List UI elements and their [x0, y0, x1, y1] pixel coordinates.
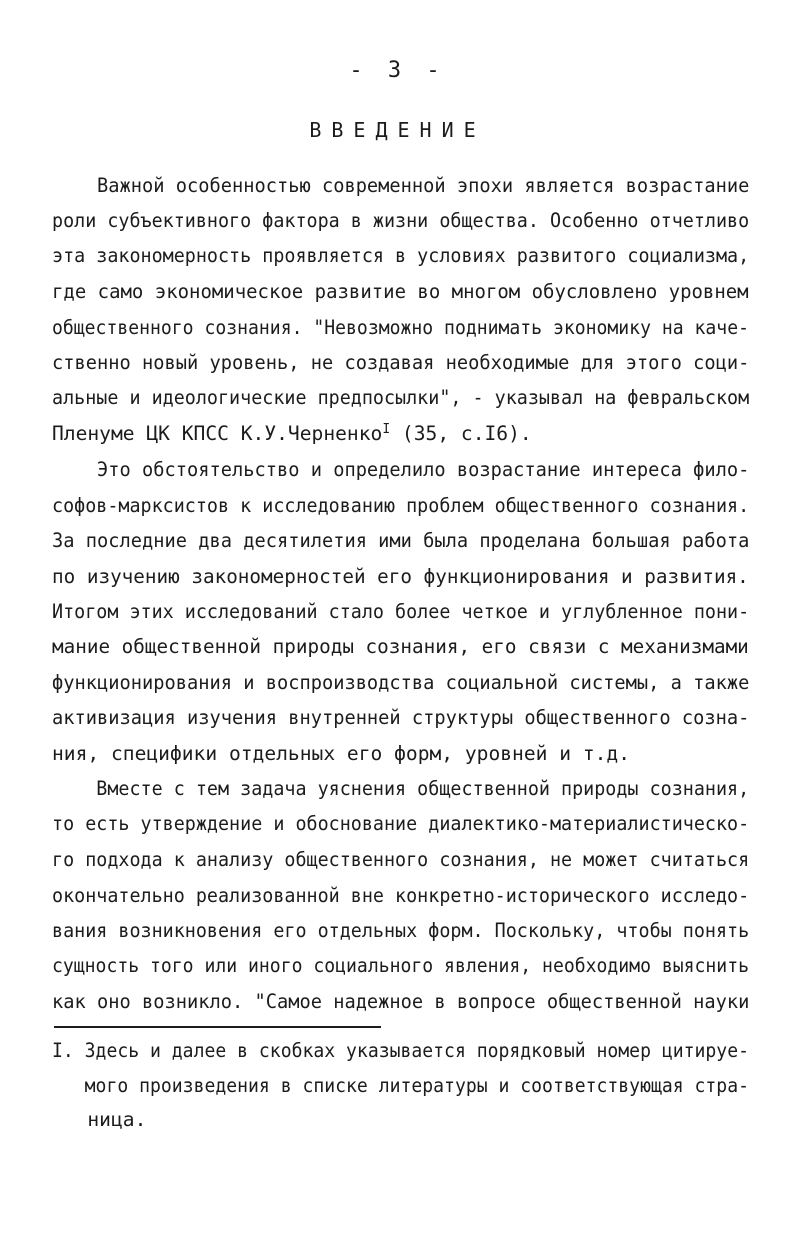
paragraph-1-line-2: роли субъективного фактора в жизни общества. Особенно отчетливо [52, 209, 750, 232]
paragraph-1-line-6: ственно новый уровень, не создавая необходимые для этого соци- [52, 351, 750, 374]
paragraph-3-line-1: Вместе с тем задача уяснения общественной природы сознания, [52, 777, 750, 800]
paragraph-2-line-8: активизация изучения внутренней структуры общественного созна- [52, 706, 750, 729]
footnote-line-1: I. Здесь и далее в скобках указывается порядковый номер цитируе- [52, 1039, 749, 1062]
footnote-divider [54, 1026, 381, 1028]
paragraph-2-line-9: ния, специфики отдельных его форм, уровней и т.д. [52, 742, 631, 765]
paragraph-3-line-2: то есть утверждение и обоснование диалектико-материалистическо- [52, 812, 750, 835]
paragraph-1-line-5: общественного сознания. "Невозможно поднимать экономику на каче- [52, 316, 749, 339]
citation-text: Пленуме ЦК КПСС К.У.Черненко [52, 422, 383, 445]
paragraph-2-line-2: софов-марксистов к исследованию проблем общественного сознания. [52, 494, 750, 517]
paragraph-2-line-4: по изучению закономерностей его функционирования и развития. [52, 565, 749, 588]
page-number: - 3 - [349, 58, 446, 83]
paragraph-1-line-3: эта закономерность проявляется в условиях развитого социализма, [52, 244, 750, 267]
paragraph-3-line-5: вания возникновения его отдельных форм. Поскольку, чтобы понять [52, 919, 750, 942]
paragraph-3-line-6: сущность того или иного социального явления, необходимо выяснить [52, 954, 749, 977]
paragraph-2-line-5: Итогом этих исследований стало более четкое и углубленное пони- [52, 600, 750, 623]
section-title: ВВЕДЕНИЕ [309, 118, 486, 142]
footnote-reference: I [382, 422, 391, 437]
footnote-line-2: мого произведения в списке литературы и соответствующая стра- [52, 1074, 749, 1097]
paragraph-1-line-7: альные и идеологические предпосылки", - указывал на февральском [52, 386, 750, 409]
paragraph-2-line-1: Это обстоятельство и определило возрастание интереса фило- [52, 458, 750, 481]
paragraph-2-line-7: функционирования и воспроизводства социальной системы, а также [52, 671, 750, 694]
paragraph-1-line-8 [52, 422, 532, 446]
citation-source: (35, с.I6). [390, 422, 532, 445]
paragraph-3-line-3: го подхода к анализу общественного сознания, не может считаться [52, 848, 750, 871]
paragraph-3-line-4: окончательно реализованной вне конкретно-исторического исследо- [52, 884, 750, 907]
paragraph-2-line-6: мание общественной природы сознания, его связи с механизмами [52, 635, 749, 658]
paragraph-3-line-7: как оно возникло. "Самое надежное в вопросе общественной науки [52, 990, 750, 1013]
paragraph-2-line-3: За последние два десятилетия ими была проделана большая работа [52, 529, 750, 552]
paragraph-1-line-4: где само экономическое развитие во многом обусловлено уровнем [52, 280, 749, 303]
paragraph-1-line-1: Важной особенностью современной эпохи является возрастание [52, 174, 750, 197]
footnote-line-3: ница. [52, 1108, 147, 1131]
